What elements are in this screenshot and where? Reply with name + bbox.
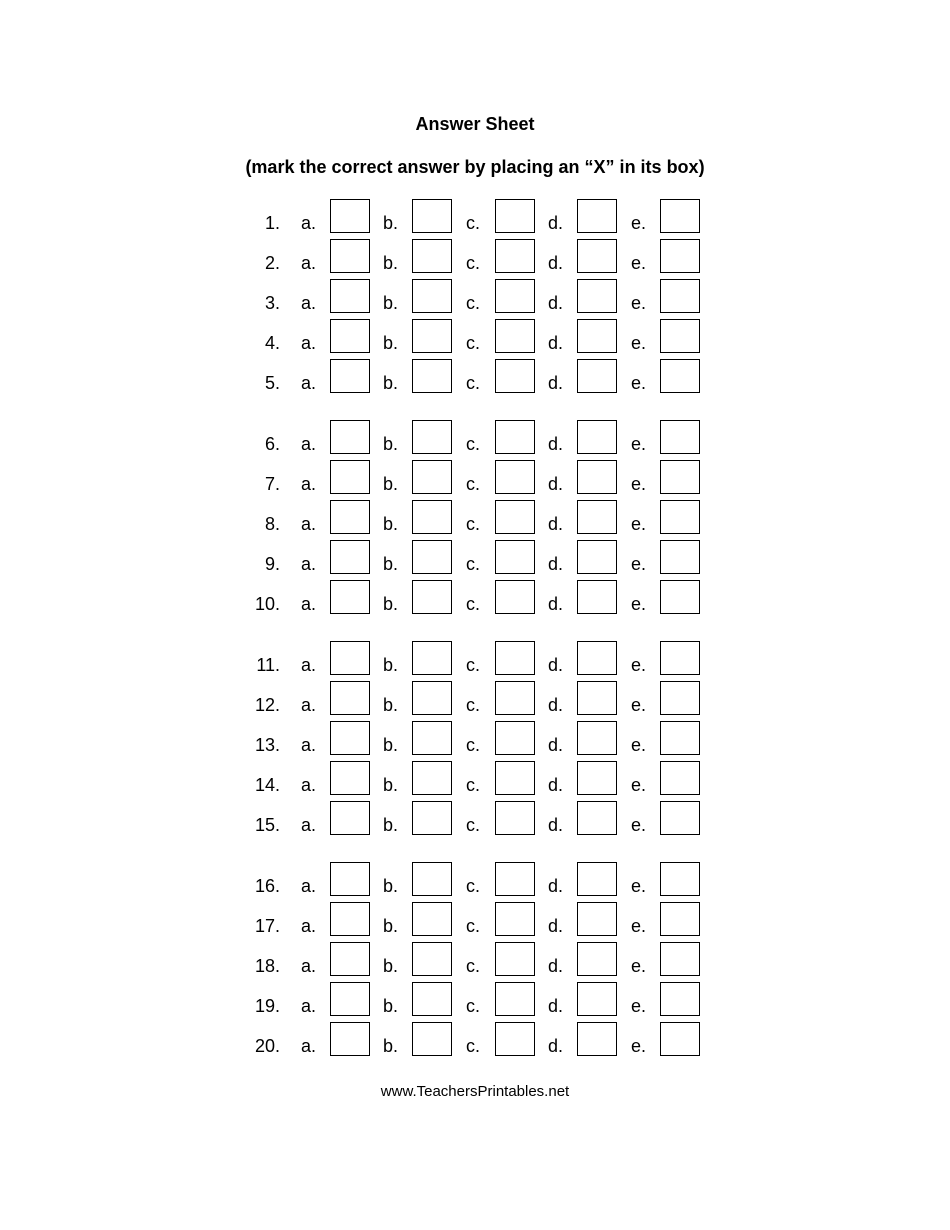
option-label: e. bbox=[631, 474, 647, 494]
option-label: b. bbox=[383, 956, 399, 976]
option-label: c. bbox=[466, 996, 481, 1016]
answer-box[interactable] bbox=[330, 460, 370, 494]
option-label: c. bbox=[466, 333, 481, 353]
option-label: d. bbox=[548, 293, 564, 313]
question-number: 7. bbox=[264, 474, 280, 494]
answer-box[interactable] bbox=[495, 319, 535, 353]
answer-box[interactable] bbox=[330, 761, 370, 795]
option-label: a. bbox=[301, 815, 317, 835]
answer-box[interactable] bbox=[330, 580, 370, 614]
answer-box[interactable] bbox=[577, 761, 617, 795]
answer-box[interactable] bbox=[330, 681, 370, 715]
option-label: a. bbox=[301, 996, 317, 1016]
question-number: 9. bbox=[264, 554, 280, 574]
option-label: e. bbox=[631, 594, 647, 614]
option-label: c. bbox=[466, 956, 481, 976]
answer-box[interactable] bbox=[577, 580, 617, 614]
answer-box[interactable] bbox=[660, 982, 700, 1016]
answer-box[interactable] bbox=[495, 420, 535, 454]
option-label: d. bbox=[548, 996, 564, 1016]
answer-box[interactable] bbox=[495, 862, 535, 896]
answer-box[interactable] bbox=[412, 681, 452, 715]
option-label: c. bbox=[466, 594, 481, 614]
answer-box[interactable] bbox=[495, 641, 535, 675]
option-label: c. bbox=[466, 514, 481, 534]
option-label: b. bbox=[383, 996, 399, 1016]
question-number: 3. bbox=[264, 293, 280, 313]
option-label: b. bbox=[383, 293, 399, 313]
answer-box[interactable] bbox=[660, 801, 700, 835]
answer-box[interactable] bbox=[660, 942, 700, 976]
option-label: e. bbox=[631, 775, 647, 795]
option-label: c. bbox=[466, 876, 481, 896]
option-label: d. bbox=[548, 373, 564, 393]
answer-box[interactable] bbox=[660, 641, 700, 675]
answer-box[interactable] bbox=[495, 239, 535, 273]
option-label: e. bbox=[631, 916, 647, 936]
answer-box[interactable] bbox=[330, 902, 370, 936]
answer-box[interactable] bbox=[660, 279, 700, 313]
answer-box[interactable] bbox=[577, 721, 617, 755]
answer-box[interactable] bbox=[495, 721, 535, 755]
answer-box[interactable] bbox=[660, 460, 700, 494]
question-number: 18. bbox=[254, 956, 280, 976]
answer-box[interactable] bbox=[330, 500, 370, 534]
answer-box[interactable] bbox=[330, 540, 370, 574]
page-title: Answer Sheet bbox=[415, 114, 535, 134]
option-label: b. bbox=[383, 655, 399, 675]
answer-box[interactable] bbox=[495, 279, 535, 313]
answer-box[interactable] bbox=[577, 420, 617, 454]
answer-box[interactable] bbox=[577, 801, 617, 835]
answer-box[interactable] bbox=[495, 580, 535, 614]
answer-box[interactable] bbox=[577, 982, 617, 1016]
option-label: d. bbox=[548, 655, 564, 675]
answer-box[interactable] bbox=[660, 319, 700, 353]
option-label: a. bbox=[301, 253, 317, 273]
answer-box[interactable] bbox=[330, 239, 370, 273]
option-label: d. bbox=[548, 434, 564, 454]
answer-box[interactable] bbox=[660, 580, 700, 614]
answer-box[interactable] bbox=[495, 982, 535, 1016]
answer-box[interactable] bbox=[495, 540, 535, 574]
footer-url: www.TeachersPrintables.net bbox=[380, 1083, 570, 1100]
page-subtitle: (mark the correct answer by placing an “X” in its box) bbox=[245, 157, 705, 177]
option-label: c. bbox=[466, 474, 481, 494]
answer-box[interactable] bbox=[495, 500, 535, 534]
option-label: e. bbox=[631, 333, 647, 353]
option-label: a. bbox=[301, 594, 317, 614]
answer-box[interactable] bbox=[660, 902, 700, 936]
option-label: d. bbox=[548, 253, 564, 273]
answer-box[interactable] bbox=[660, 359, 700, 393]
question-number: 14. bbox=[254, 775, 280, 795]
answer-box[interactable] bbox=[495, 942, 535, 976]
answer-box[interactable] bbox=[577, 239, 617, 273]
option-label: e. bbox=[631, 554, 647, 574]
answer-box[interactable] bbox=[412, 1022, 452, 1056]
option-label: b. bbox=[383, 514, 399, 534]
question-number: 13. bbox=[254, 735, 280, 755]
answer-box[interactable] bbox=[330, 420, 370, 454]
question-number: 8. bbox=[264, 514, 280, 534]
option-label: c. bbox=[466, 434, 481, 454]
answer-box[interactable] bbox=[412, 982, 452, 1016]
question-number: 16. bbox=[254, 876, 280, 896]
option-label: d. bbox=[548, 775, 564, 795]
option-label: b. bbox=[383, 594, 399, 614]
option-label: d. bbox=[548, 594, 564, 614]
option-label: a. bbox=[301, 514, 317, 534]
answer-box[interactable] bbox=[495, 681, 535, 715]
option-label: d. bbox=[548, 1036, 564, 1056]
option-label: b. bbox=[383, 333, 399, 353]
option-label: e. bbox=[631, 996, 647, 1016]
answer-box[interactable] bbox=[577, 641, 617, 675]
answer-box[interactable] bbox=[577, 460, 617, 494]
option-label: d. bbox=[548, 916, 564, 936]
question-number: 20. bbox=[254, 1036, 280, 1056]
option-label: c. bbox=[466, 695, 481, 715]
answer-box[interactable] bbox=[660, 500, 700, 534]
answer-box[interactable] bbox=[412, 500, 452, 534]
answer-box[interactable] bbox=[577, 1022, 617, 1056]
answer-box[interactable] bbox=[660, 721, 700, 755]
answer-box[interactable] bbox=[330, 721, 370, 755]
option-label: e. bbox=[631, 695, 647, 715]
option-label: b. bbox=[383, 474, 399, 494]
question-number: 17. bbox=[254, 916, 280, 936]
question-number: 1. bbox=[264, 213, 280, 233]
option-label: a. bbox=[301, 655, 317, 675]
option-label: b. bbox=[383, 815, 399, 835]
option-label: a. bbox=[301, 916, 317, 936]
answer-box[interactable] bbox=[412, 460, 452, 494]
option-label: a. bbox=[301, 775, 317, 795]
option-label: d. bbox=[548, 815, 564, 835]
option-label: a. bbox=[301, 554, 317, 574]
answer-box[interactable] bbox=[495, 1022, 535, 1056]
option-label: a. bbox=[301, 1036, 317, 1056]
option-label: b. bbox=[383, 554, 399, 574]
answer-box[interactable] bbox=[412, 721, 452, 755]
answer-box[interactable] bbox=[330, 359, 370, 393]
option-label: d. bbox=[548, 333, 564, 353]
option-label: c. bbox=[466, 775, 481, 795]
option-label: c. bbox=[466, 253, 481, 273]
option-label: e. bbox=[631, 253, 647, 273]
option-label: d. bbox=[548, 735, 564, 755]
option-label: a. bbox=[301, 293, 317, 313]
answer-box[interactable] bbox=[412, 279, 452, 313]
option-label: b. bbox=[383, 253, 399, 273]
option-label: d. bbox=[548, 876, 564, 896]
question-number: 4. bbox=[264, 333, 280, 353]
option-label: e. bbox=[631, 213, 647, 233]
option-label: e. bbox=[631, 956, 647, 976]
answer-box[interactable] bbox=[330, 801, 370, 835]
answer-box[interactable] bbox=[412, 540, 452, 574]
answer-box[interactable] bbox=[412, 801, 452, 835]
answer-box[interactable] bbox=[577, 500, 617, 534]
option-label: a. bbox=[301, 373, 317, 393]
answer-box[interactable] bbox=[660, 199, 700, 233]
answer-box[interactable] bbox=[330, 942, 370, 976]
option-label: b. bbox=[383, 213, 399, 233]
answer-box[interactable] bbox=[330, 862, 370, 896]
option-label: d. bbox=[548, 474, 564, 494]
option-label: b. bbox=[383, 695, 399, 715]
option-label: c. bbox=[466, 815, 481, 835]
answer-box[interactable] bbox=[577, 902, 617, 936]
option-label: c. bbox=[466, 213, 481, 233]
answer-box[interactable] bbox=[495, 801, 535, 835]
answer-box[interactable] bbox=[577, 279, 617, 313]
answer-box[interactable] bbox=[330, 199, 370, 233]
answer-box[interactable] bbox=[412, 239, 452, 273]
answer-box[interactable] bbox=[577, 199, 617, 233]
answer-box[interactable] bbox=[660, 239, 700, 273]
answer-box[interactable] bbox=[330, 982, 370, 1016]
answer-box[interactable] bbox=[330, 641, 370, 675]
option-label: b. bbox=[383, 373, 399, 393]
answer-box[interactable] bbox=[495, 460, 535, 494]
option-label: c. bbox=[466, 655, 481, 675]
question-number: 5. bbox=[264, 373, 280, 393]
answer-box[interactable] bbox=[412, 862, 452, 896]
answer-box[interactable] bbox=[330, 1022, 370, 1056]
option-label: b. bbox=[383, 775, 399, 795]
option-label: c. bbox=[466, 735, 481, 755]
answer-box[interactable] bbox=[495, 761, 535, 795]
option-label: e. bbox=[631, 514, 647, 534]
option-label: b. bbox=[383, 916, 399, 936]
answer-box[interactable] bbox=[660, 761, 700, 795]
answer-box[interactable] bbox=[412, 641, 452, 675]
option-label: a. bbox=[301, 474, 317, 494]
option-label: b. bbox=[383, 1036, 399, 1056]
option-label: e. bbox=[631, 655, 647, 675]
answer-box[interactable] bbox=[660, 681, 700, 715]
answer-box[interactable] bbox=[577, 681, 617, 715]
answer-box[interactable] bbox=[412, 420, 452, 454]
answer-box[interactable] bbox=[330, 319, 370, 353]
option-label: e. bbox=[631, 434, 647, 454]
answer-box[interactable] bbox=[495, 199, 535, 233]
answer-box[interactable] bbox=[412, 319, 452, 353]
option-label: a. bbox=[301, 213, 317, 233]
question-number: 6. bbox=[264, 434, 280, 454]
answer-box[interactable] bbox=[577, 359, 617, 393]
question-number: 19. bbox=[254, 996, 280, 1016]
option-label: d. bbox=[548, 956, 564, 976]
option-label: e. bbox=[631, 876, 647, 896]
option-label: e. bbox=[631, 293, 647, 313]
option-label: c. bbox=[466, 293, 481, 313]
option-label: a. bbox=[301, 333, 317, 353]
answer-box[interactable] bbox=[412, 359, 452, 393]
option-label: c. bbox=[466, 554, 481, 574]
option-label: c. bbox=[466, 1036, 481, 1056]
option-label: a. bbox=[301, 956, 317, 976]
option-label: c. bbox=[466, 916, 481, 936]
option-label: e. bbox=[631, 735, 647, 755]
option-label: d. bbox=[548, 554, 564, 574]
question-number: 2. bbox=[264, 253, 280, 273]
question-number: 10. bbox=[254, 594, 280, 614]
answer-box[interactable] bbox=[412, 199, 452, 233]
answer-box[interactable] bbox=[660, 420, 700, 454]
question-number: 12. bbox=[254, 695, 280, 715]
option-label: a. bbox=[301, 735, 317, 755]
answer-box[interactable] bbox=[412, 942, 452, 976]
answer-box[interactable] bbox=[577, 319, 617, 353]
answer-box[interactable] bbox=[577, 942, 617, 976]
option-label: e. bbox=[631, 373, 647, 393]
option-label: d. bbox=[548, 514, 564, 534]
option-label: c. bbox=[466, 373, 481, 393]
option-label: b. bbox=[383, 434, 399, 454]
question-number: 11. bbox=[256, 655, 280, 675]
option-label: b. bbox=[383, 735, 399, 755]
option-label: a. bbox=[301, 876, 317, 896]
option-label: a. bbox=[301, 434, 317, 454]
answer-box[interactable] bbox=[412, 902, 452, 936]
answer-box[interactable] bbox=[660, 862, 700, 896]
option-label: b. bbox=[383, 876, 399, 896]
question-number: 15. bbox=[254, 815, 280, 835]
answer-box[interactable] bbox=[412, 580, 452, 614]
option-label: e. bbox=[631, 815, 647, 835]
answer-box[interactable] bbox=[660, 1022, 700, 1056]
answer-box[interactable] bbox=[412, 761, 452, 795]
option-label: d. bbox=[548, 695, 564, 715]
answer-box[interactable] bbox=[577, 862, 617, 896]
option-label: a. bbox=[301, 695, 317, 715]
option-label: e. bbox=[631, 1036, 647, 1056]
answer-box[interactable] bbox=[577, 540, 617, 574]
answer-box[interactable] bbox=[495, 902, 535, 936]
answer-box[interactable] bbox=[660, 540, 700, 574]
option-label: d. bbox=[548, 213, 564, 233]
answer-box[interactable] bbox=[330, 279, 370, 313]
answer-box[interactable] bbox=[495, 359, 535, 393]
